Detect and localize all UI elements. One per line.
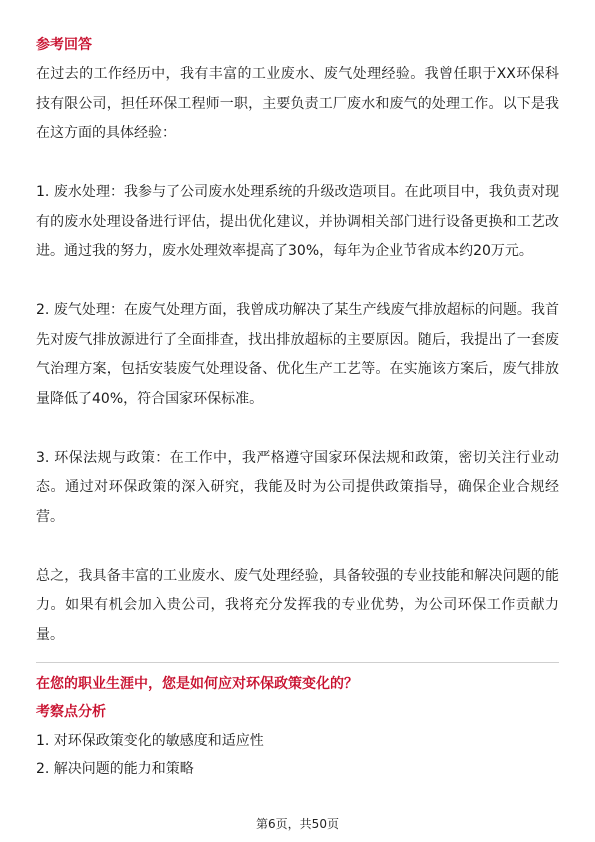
analysis-point: 1. 对环保政策变化的敏感度和适应性 (36, 733, 264, 749)
paragraph-gap (36, 149, 559, 179)
intro-paragraph: 在过去的工作经历中，我有丰富的工业废水、废气处理经验。我曾任职于XX环保科技有限公司，担任环保工程师一职，主要负责工厂废水和废气的处理工作。以下是我在这方面的具体经验： (36, 66, 559, 141)
analysis-title: 考察点分析 (36, 704, 106, 720)
document-page (36, 36, 559, 783)
waste-gas-paragraph: 2. 废气处理：在废气处理方面，我曾成功解决了某生产线废气排放超标的问题。我首先对废气排放源进行了全面排查，找出排放超标的主要原因。随后，我提出了一套废气治理方案，包括安装废气处理设备、优化生产工艺等。在实施该方案后，废气排放量降低了40%，符合国家环保标准。 (36, 302, 559, 407)
next-question: 在您的职业生涯中，您是如何应对环保政策变化的？ (36, 676, 358, 692)
analysis-point: 2. 解决问题的能力和策略 (36, 761, 194, 777)
paragraph-gap (36, 267, 559, 297)
wastewater-paragraph: 1. 废水处理：我参与了公司废水处理系统的升级改造项目。在此项目中，我负责对现有的废水处理设备进行评估，提出优化建议，并协调相关部门进行设备更换和工艺改进。通过我的努力，废水处理效率提高了30%，每年为企业节省成本约20万元。 (36, 184, 559, 259)
regulations-paragraph: 3. 环保法规与政策：在工作中，我严格遵守国家环保法规和政策，密切关注行业动态。通过对环保政策的深入研究，我能及时为公司提供政策指导，确保企业合规经营。 (36, 449, 559, 525)
paragraph-gap (36, 414, 559, 444)
summary-paragraph: 总之，我具备丰富的工业废水、废气处理经验，具备较强的专业技能和解决问题的能力。如果有机会加入贵公司，我将充分发挥我的专业优势，为公司环保工作贡献力量。 (36, 567, 559, 643)
page-number: 第6页，共50页 (256, 817, 339, 831)
section-divider (36, 662, 559, 663)
answer-title: 参考回答 (36, 37, 92, 53)
paragraph-gap (36, 532, 559, 562)
